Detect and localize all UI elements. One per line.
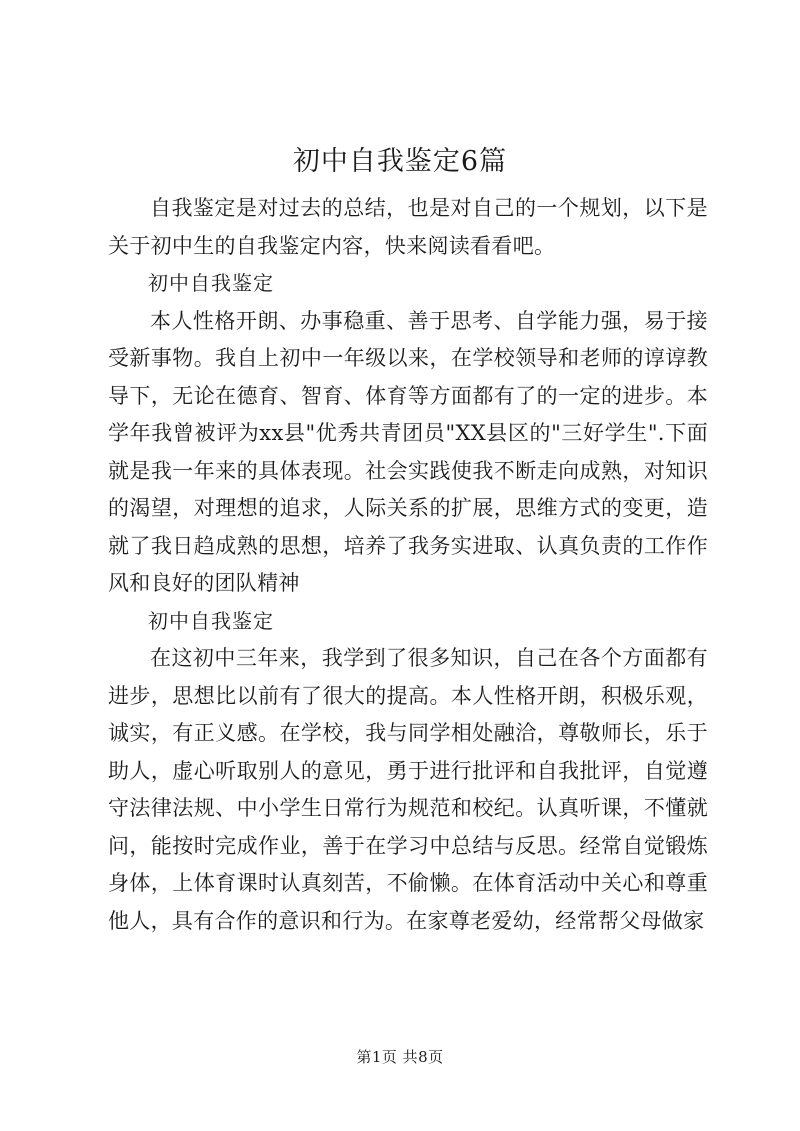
document-body: [108, 190, 708, 940]
document-title: 初中自我鉴定6篇: [292, 146, 508, 177]
intro-paragraph: 自我鉴定是对过去的总结，也是对自己的一个规划，以下是关于初中生的自我鉴定内容，快来阅读看看吧。: [108, 196, 708, 258]
section-heading-1: 初中自我鉴定: [148, 271, 274, 295]
section-heading-2: 初中自我鉴定: [148, 608, 274, 633]
section-paragraph-1: 本人性格开朗、办事稳重、善于思考、自学能力强，易于接受新事物。我自上初中一年级以来，在学校领导和老师的谆谆教导下，无论在德育、智育、体育等方面都有了的一定的进步。本学年我曾被评为xx县"优秀共青团员"XX县区的"三好学生".下面就是我一年来的具体表现。社会实践使我不断走向成熟，对知识的渴望，对理想的追求，人际关系的扩展，思维方式的变更，造就了我日趋成熟的思想，培养了我务实进取、认真负责的工作作风和良好的团队精神: [108, 308, 708, 595]
page-number-footer: 第1页 共8页: [356, 1048, 444, 1066]
section-paragraph-2: 在这初中三年来，我学到了很多知识，自己在各个方面都有进步，思想比以前有了很大的提高。本人性格开朗，积极乐观，诚实，有正义感。在学校，我与同学相处融洽，尊敬师长，乐于助人，虚心听取别人的意见，勇于进行批评和自我批评，自觉遵守法律法规、中小学生日常行为规范和校纪。认真听课，不懂就问，能按时完成作业，善于在学习中总结与反思。经常自觉锻炼身体，上体育课时认真刻苦，不偷懒。在体育活动中关心和尊重他人，具有合作的意识和行为。在家尊老爱幼，经常帮父母做家: [108, 646, 708, 933]
